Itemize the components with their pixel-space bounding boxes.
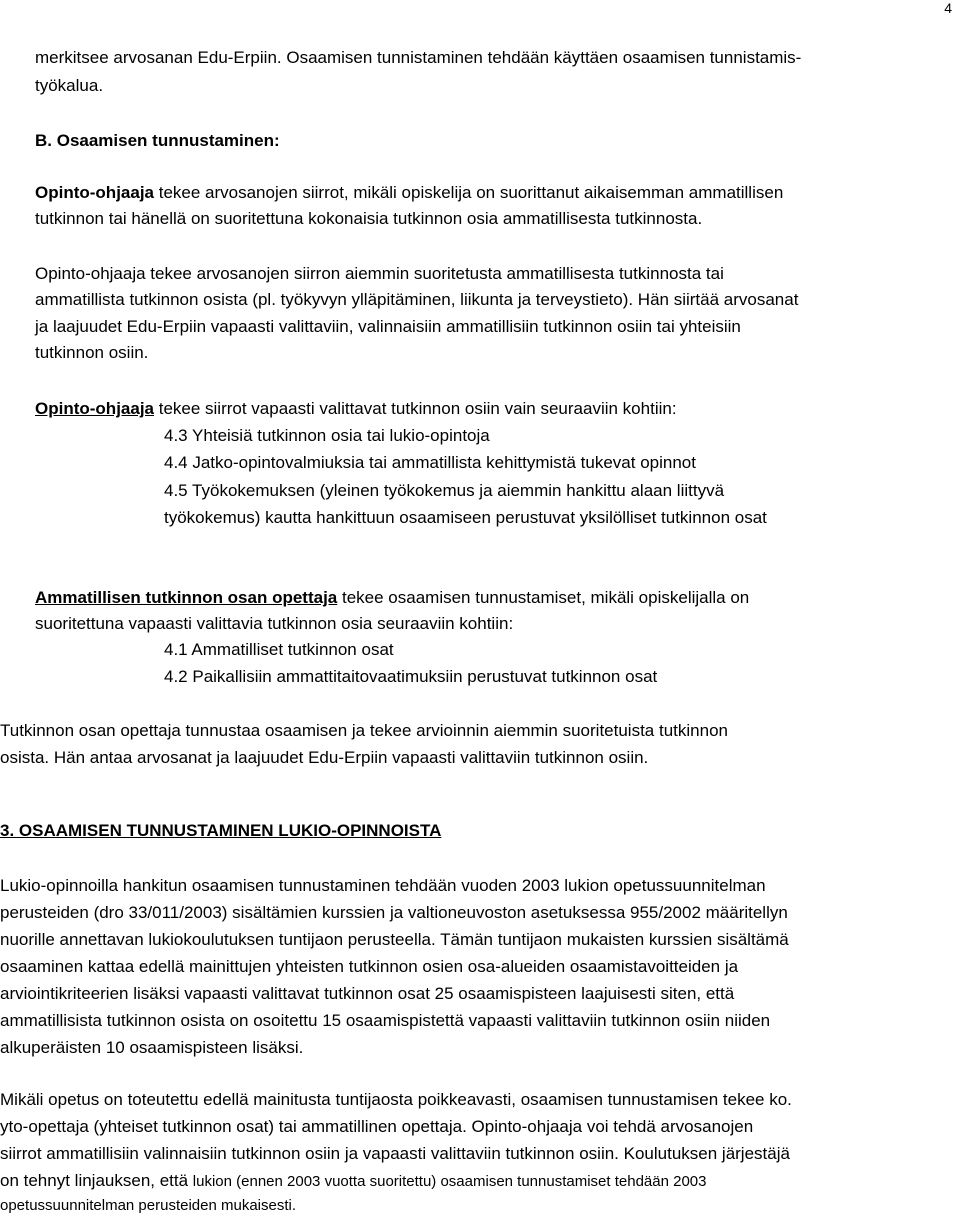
paragraph-line: yto-opettaja (yhteiset tutkinnon osat) tai ammatillinen opettaja. Opinto-ohjaaja voi tehdä arvosanojen xyxy=(0,1117,754,1136)
paragraph-line: osaaminen kattaa edellä mainittujen yhteisten tutkinnon osien osa-alueiden osaamistavoitteiden ja xyxy=(0,957,739,976)
list-item: 4.5 Työkokemuksen (yleinen työkokemus ja aiemmin hankittu alaan liittyvä xyxy=(164,481,725,500)
paragraph-line: nuorille annettavan lukiokoulutuksen tuntijaon perusteella. Tämän tuntijaon mukaisten kurssien sisältämä xyxy=(0,930,789,949)
paragraph-text: on tehnyt linjauksen, että xyxy=(0,1171,193,1190)
list-item: 4.3 Yhteisiä tutkinnon osia tai lukio-opintoja xyxy=(164,426,490,445)
paragraph-line: merkitsee arvosanan Edu-Erpiin. Osaamisen tunnistaminen tehdään käyttäen osaamisen tunnistamis- xyxy=(35,48,802,67)
paragraph-text-small: lukion (ennen 2003 vuotta suoritettu) osaamisen tunnustamiset tehdään 2003 xyxy=(192,1173,707,1190)
paragraph-text: tekee siirrot vapaasti valittavat tutkinnon osiin vain seuraaviin kohtiin: xyxy=(154,399,677,418)
paragraph-line: Mikäli opetus on toteutettu edellä mainitusta tuntijaosta poikkeavasti, osaamisen tunnustamisen tekee ko. xyxy=(0,1090,792,1109)
list-item: 4.2 Paikallisiin ammattitaitovaatimuksiin perustuvat tutkinnon osat xyxy=(164,667,658,686)
paragraph-line: suoritettuna vapaasti valittavia tutkinnon osia seuraaviin kohtiin: xyxy=(35,614,514,633)
paragraph-line xyxy=(0,1168,706,1195)
paragraph-line: tutkinnon osiin. xyxy=(35,343,149,362)
section-heading: B. Osaamisen tunnustaminen: xyxy=(35,131,280,150)
role-label: Opinto-ohjaaja xyxy=(35,399,154,418)
page-number: 4 xyxy=(944,0,952,16)
role-label: Ammatillisen tutkinnon osan opettaja xyxy=(35,588,338,607)
paragraph-line: alkuperäisten 10 osaamispisteen lisäksi. xyxy=(0,1038,304,1057)
paragraph-line: perusteiden (dro 33/011/2003) sisältämien kurssien ja valtioneuvoston asetuksessa 955/2002 määritellyn xyxy=(0,903,788,922)
paragraph-line: Tutkinnon osan opettaja tunnustaa osaamisen ja tekee arvioinnin aiemmin suoritetuista tutkinnon xyxy=(0,721,728,740)
paragraph-text: tekee arvosanojen siirrot, mikäli opiskelija on suorittanut aikaisemman ammatillisen xyxy=(154,183,784,202)
role-label: Opinto-ohjaaja xyxy=(35,183,154,202)
paragraph-line: työkalua. xyxy=(35,76,104,95)
list-item: 4.4 Jatko-opintovalmiuksia tai ammatillista kehittymistä tukevat opinnot xyxy=(164,453,696,472)
paragraph-line: arviointikriteerien lisäksi vapaasti valittavat tutkinnon osat 25 osaamispisteen laajuisesti siten, että xyxy=(0,984,735,1003)
paragraph-line: ammatillisista tutkinnon osista on osoitettu 15 osaamispistettä vapaasti valittaviin tutkinnon osiin niiden xyxy=(0,1011,771,1030)
paragraph-line: siirrot ammatillisiin valinnaisiin tutkinnon osiin ja vapaasti valittaviin tutkinnon osiin. Koulutuksen järjestäjä xyxy=(0,1144,790,1163)
paragraph-line: Lukio-opinnoilla hankitun osaamisen tunnustaminen tehdään vuoden 2003 lukion opetussuunnitelman xyxy=(0,876,766,895)
list-item-continuation: työkokemus) kautta hankittuun osaamiseen perustuvat yksilölliset tutkinnon osat xyxy=(164,508,767,527)
paragraph-line: ja laajuudet Edu-Erpiin vapaasti valittaviin, valinnaisiin ammatillisiin tutkinnon osiin tai yhteisiin xyxy=(35,317,741,336)
paragraph-line xyxy=(35,585,749,611)
paragraph-line: tutkinnon tai hänellä on suoritettuna kokonaisia tutkinnon osia ammatillisesta tutkinnosta. xyxy=(35,209,703,228)
section-heading: 3. OSAAMISEN TUNNUSTAMINEN LUKIO-OPINNOISTA xyxy=(0,821,442,840)
paragraph-line: opetussuunnitelman perusteiden mukaisesti. xyxy=(0,1197,297,1214)
list-item: 4.1 Ammatilliset tutkinnon osat xyxy=(164,640,394,659)
paragraph-line: ammatillista tutkinnon osista (pl. työkyvyn ylläpitäminen, liikunta ja terveystieto). Hän siirtää arvosanat xyxy=(35,290,799,309)
paragraph-line xyxy=(35,180,783,206)
paragraph-text: tekee osaamisen tunnustamiset, mikäli opiskelijalla on xyxy=(337,588,750,607)
paragraph-line xyxy=(35,396,677,422)
paragraph-line: Opinto-ohjaaja tekee arvosanojen siirron aiemmin suoritetusta ammatillisesta tutkinnosta tai xyxy=(35,264,724,283)
paragraph-line: osista. Hän antaa arvosanat ja laajuudet Edu-Erpiin vapaasti valittaviin tutkinnon osiin. xyxy=(0,748,649,767)
